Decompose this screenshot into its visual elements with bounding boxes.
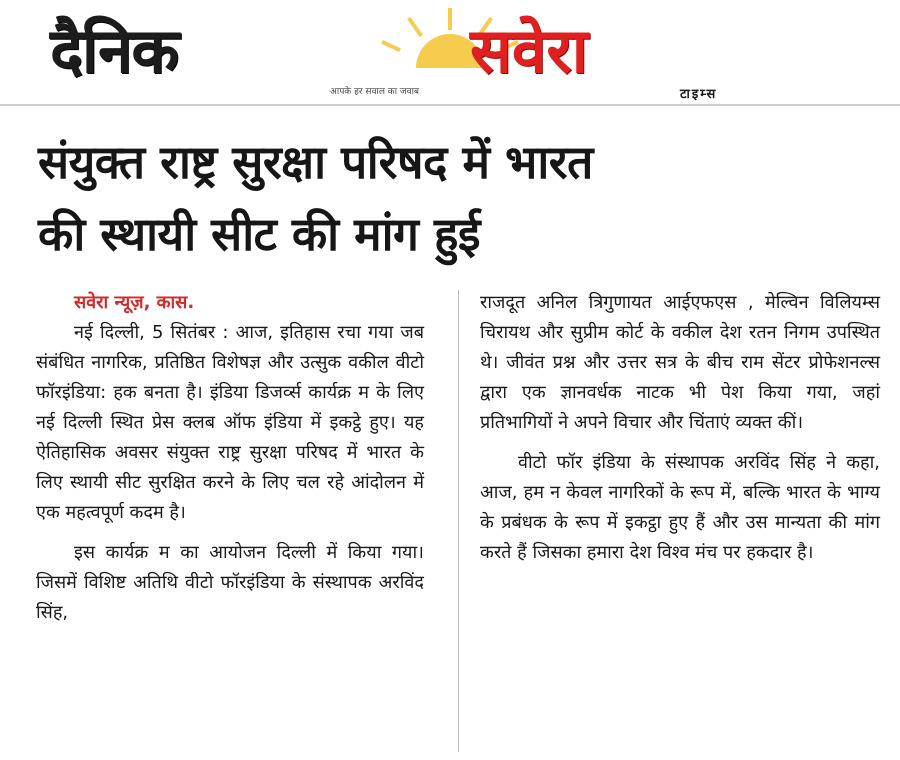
masthead-tagline: आपके हर सवाल का जवाब	[330, 87, 420, 97]
article-paragraph: इस कार्यक्र म का आयोजन दिल्ली में किया गया। जिसमें विशिष्ट अतिथि वीटो फॉरइंडिया के संस्थापक अरविंद सिंह,	[36, 542, 424, 623]
article-paragraph: राजदूत अनिल त्रिगुणायत आईएफएस , मेल्विन विलियम्स चिरायथ और सुप्रीम कोर्ट के वकील देश रतन निगम उपस्थित थे। जीवंत प्रश्न और उत्तर सत्र के बीच राम सेंटर प्रोफेशनल्स द्वारा एक ज्ञानवर्धक नाटक भी पेश किया गया, जहां प्रतिभागियों ने अपने विचार और चिंताएं व्यक्त कीं।	[480, 292, 880, 433]
article-column-left	[36, 288, 424, 638]
masthead-sub-brand: टाइम्स	[680, 87, 718, 102]
article-column-right	[480, 288, 880, 578]
headline-line-2: की स्थायी सीट की मांग हुई	[38, 207, 480, 261]
headline-line-1: संयुक्त राष्ट्र सुरक्षा परिषद में भारत	[38, 135, 593, 189]
masthead	[30, 6, 860, 100]
article-paragraph: वीटो फॉर इंडिया के संस्थापक अरविंद सिंह ने कहा, आज, हम न केवल नागरिकों के रूप में, बल्कि भारत के भाग्य के प्रबंधक के रूप में इकट्ठा हुए हैं और उस मान्यता की मांग करते हैं जिसका हमारा देश विश्व मंच पर हकदार है।	[480, 452, 880, 563]
headline	[38, 126, 878, 270]
column-divider	[458, 290, 459, 752]
byline: सवेरा न्यूज़, कास.	[74, 292, 195, 313]
logo-savera: सवेरा	[470, 14, 588, 87]
masthead-divider	[0, 104, 900, 106]
article-paragraph: नई दिल्ली, 5 सितंबर : आज, इतिहास रचा गया जब संबंधित नागरिक, प्रतिष्ठित विशेषज्ञ और उत्सुक वकील वीटो फॉरइंडिया: हक बनता है। इंडिया डिजर्व्स कार्यक्र म के लिए नई दिल्ली स्थित प्रेस क्लब ऑफ इंडिया में इकट्ठे हुए। यह ऐतिहासिक अवसर संयुक्त राष्ट्र सुरक्षा परिषद में भारत के लिए स्थायी सीट सुरक्षित करने के लिए चल रहे आंदोलन में एक महत्वपूर्ण कदम है।	[36, 322, 424, 523]
logo-dainik: दैनिक	[50, 14, 179, 87]
